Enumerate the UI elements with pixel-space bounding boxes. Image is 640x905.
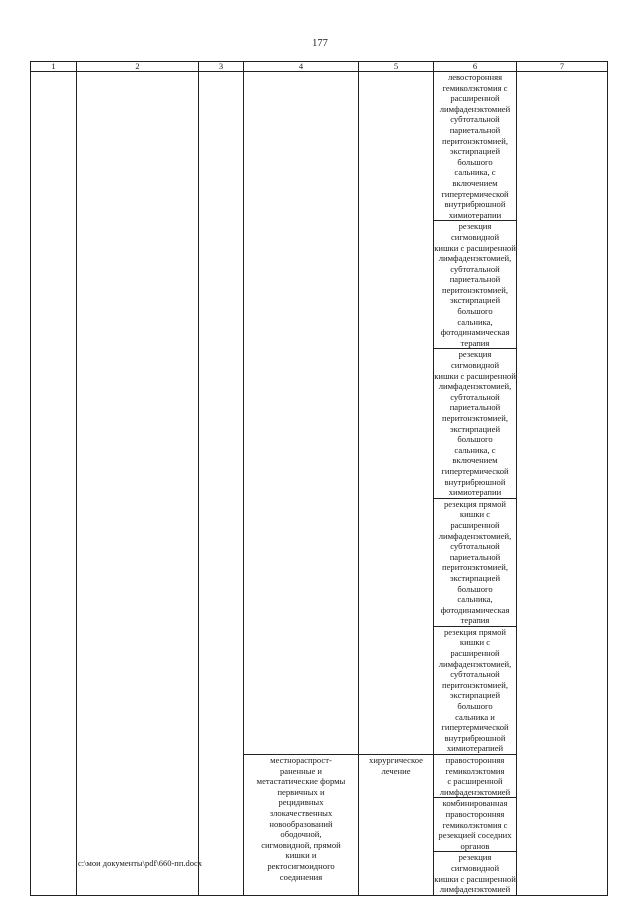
col2-cell	[77, 72, 199, 896]
table-row	[31, 72, 608, 221]
treatment-method-cell: левосторонняя гемиколэктомия с расширенной лимфаденэктомией субтотальной париетальной перитонэктомией, экстирпацией большого сальника, с включением гипертермической внутрибрюшной химиотерапии	[434, 72, 517, 221]
treatment-table	[30, 61, 608, 896]
col7-cell	[517, 72, 608, 896]
col3-cell	[199, 72, 244, 896]
footer-file-path: c:\мои документы\pdf\660-пп.docx	[78, 858, 203, 868]
col4-cell	[244, 72, 359, 755]
diagnosis-cell: местнораспрост- раненные и метастатические формы первичных и рецидивных злокачественных новообразований ободочной, сигмовидной, прямой кишки и ректосигмоидного соединения	[244, 755, 359, 896]
treatment-method-cell: резекция сигмовидной кишки с расширенной лимфаденэктомией, субтотальной париетальной перитонэктомией, экстирпацией большого сальника, с включением гипертермической внутрибрюшной химиотерапии	[434, 349, 516, 498]
col5-cell	[359, 72, 434, 755]
treatment-method-cell: резекция прямой кишки с расширенной лимфаденэктомией, субтотальной париетальной перитонэктомией, экстирпацией большого сальника, фотодинамическая терапия	[434, 498, 517, 626]
treatment-method-cell: резекция прямой кишки с расширенной лимфаденэктомией, субтотальной перитонэктомией, экстирпацией большого сальника и гипертермической внутрибрюшной химиотерапией	[434, 626, 517, 754]
column-number: 3	[199, 62, 244, 72]
treatment-type-cell: хирургическое лечение	[359, 755, 434, 896]
column-number: 1	[31, 62, 77, 72]
treatment-method-cell: резекция сигмовидной кишки с расширенной лимфаденэктомией	[434, 852, 516, 895]
column-number: 6	[434, 62, 517, 72]
treatment-method-cell: резекция сигмовидной кишки с расширенной лимфаденэктомией, субтотальной париетальной перитонэктомией, экстирпацией большого сальника, фотодинамическая терапия	[434, 221, 516, 348]
column-number-row	[31, 62, 608, 72]
column-number: 5	[359, 62, 434, 72]
column-number: 4	[244, 62, 359, 72]
column-number: 7	[517, 62, 608, 72]
column-number: 2	[77, 62, 199, 72]
page-number: 177	[312, 38, 328, 49]
treatment-method-cell: правосторонняя гемиколэктомия с расширенной лимфаденэктомией	[434, 755, 517, 798]
col1-cell	[31, 72, 77, 896]
treatment-method-cell: комбинированная правосторонняя гемиколэктомия с резекцией соседних органов	[434, 798, 517, 852]
